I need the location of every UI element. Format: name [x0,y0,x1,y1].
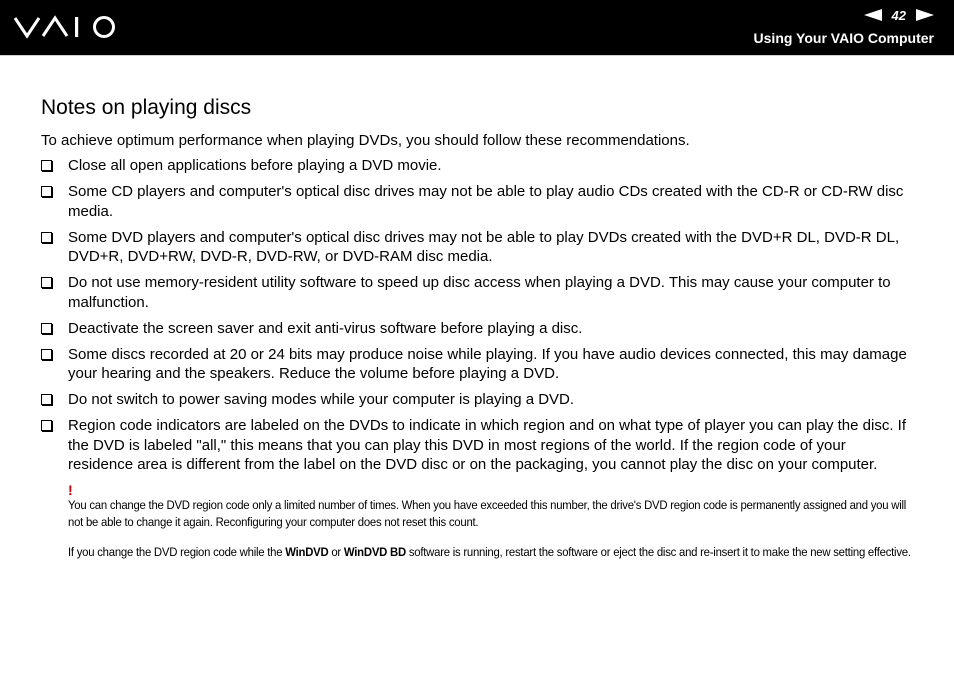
checkbox-bullet-icon [41,186,52,197]
list-item [41,345,913,384]
list-item-text: Close all open applications before playing a DVD movie. [68,157,442,174]
main-content [41,94,913,561]
previous-page-arrow-icon[interactable] [864,9,882,21]
list-item-text: Some CD players and computer's optical disc drives may not be able to play audio CDs created with the CD-R or CD-RW disc media. [68,183,904,220]
note-text: or [328,544,344,559]
section-title: Using Your VAIO Computer [753,30,934,46]
app-name-windvd: WinDVD [285,544,329,559]
list-item [41,156,913,176]
note-text: software is running, restart the software or eject the disc and re-insert it to make the new setting effective. [405,544,911,559]
checkbox-bullet-icon [41,277,52,288]
vaio-logo [13,14,121,40]
list-item [41,390,913,410]
note-text: If you change the DVD region code while the [68,544,286,559]
list-item-text: Some DVD players and computer's optical disc drives may not be able to play DVDs created with the DVD+R DL, DVD-R DL, DVD+R, DVD+RW, DVD-R, DVD-RW, or DVD-RAM disc media. [68,228,900,265]
list-item [41,319,913,339]
checkbox-bullet-icon [41,349,52,360]
list-item [41,273,913,312]
list-item [41,416,913,475]
app-name-windvd-bd: WinDVD BD [343,544,406,559]
list-item-text: Do not use memory-resident utility software to speed up disc access when playing a DVD. This may cause your computer to malfunction. [68,274,891,311]
list-item-text: Some discs recorded at 20 or 24 bits may produce noise while playing. If you have audio devices connected, this may damage your hearing and the speakers. Reduce the volume before playing a DVD. [68,345,907,382]
checkbox-bullet-icon [41,394,52,405]
checkbox-bullet-icon [41,232,52,243]
warning-mark-icon: ! [68,481,73,498]
checkbox-bullet-icon [41,160,52,171]
page-number: 42 [891,7,906,23]
checkbox-bullet-icon [41,323,52,334]
intro-text: To achieve optimum performance when playing DVDs, you should follow these recommendations. [41,132,690,149]
note-block [68,483,913,562]
list-item [41,228,913,267]
page-title: Notes on playing discs [41,96,252,119]
page-header [0,0,954,56]
note-paragraph: You can change the DVD region code only a limited number of times. When you have exceeded this number, the drive's DVD region code is permanently assigned and you will not be able to change it again. Reconfiguring your computer does not reset this count. [68,497,907,529]
list-item-text: Region code indicators are labeled on the DVDs to indicate in which region and on what type of player you can play the disc. If the DVD is labeled "all," this means that you can play this DVD in most regions of the world. If the region code of your residence area is different from the label on the DVD disc or on the packaging, you cannot play the disc on your computer. [68,417,907,473]
checkbox-bullet-icon [41,420,52,431]
next-page-arrow-icon[interactable] [916,9,934,21]
note-paragraph [68,544,914,562]
list-item-text: Deactivate the screen saver and exit anti-virus software before playing a disc. [68,319,583,337]
list-item [41,182,913,221]
recommendation-list [41,156,913,475]
list-item-text: Do not switch to power saving modes while your computer is playing a DVD. [68,391,575,408]
page-navigation [864,6,934,24]
